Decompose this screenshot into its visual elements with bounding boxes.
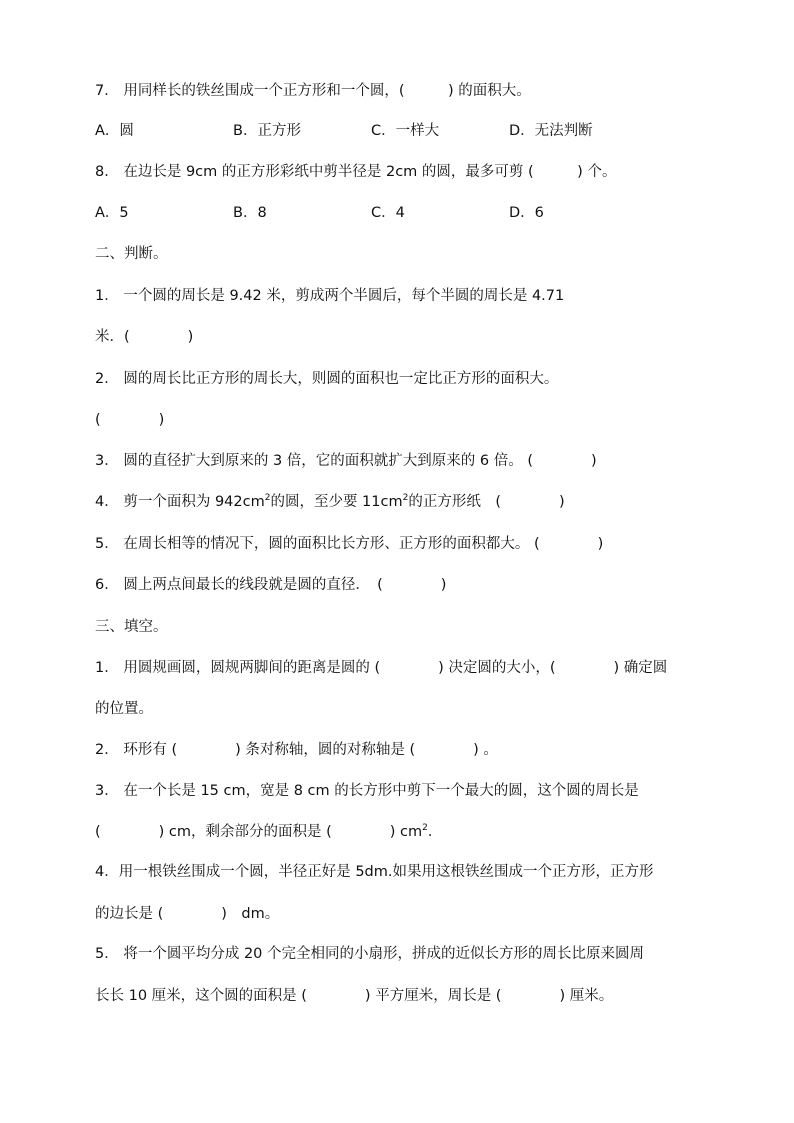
fill-question-4: 4．用一根铁丝围成一个圆，半径正好是 5dm.如果用这根铁丝围成一个正方形，正方形 (95, 864, 654, 880)
q7-option-b: B．正方形 (233, 123, 301, 139)
fill-q3-superscript: 2 (422, 823, 428, 834)
fill-question-5: 5． 将一个圆平均分成 20 个完全相同的小扇形，拼成的近似长方形的周长比原来圆周 (95, 946, 645, 962)
judge-question-5: 5． 在周长相等的情况下，圆的面积比长方形、正方形的面积都大。 ( ) (95, 536, 604, 552)
section-heading-judge: 二、判断。 (95, 246, 168, 262)
fill-question-3-cont (95, 822, 442, 842)
q8-option-a: A．5 (95, 205, 129, 221)
judge-question-4 (95, 492, 565, 512)
judge-question-2: 2． 圆的周长比正方形的周长大，则圆的面积也一定比正方形的面积大。 (95, 371, 559, 387)
judge-q4-text-3: 的正方形纸 ( ) (408, 494, 565, 510)
q8-option-d: D．6 (509, 205, 544, 221)
judge-question-6: 6． 圆上两点间最长的线段就是圆的直径． ( ) (95, 577, 447, 593)
q7-option-d: D．无法判断 (509, 123, 593, 139)
fill-question-3: 3． 在一个长是 15 cm，宽是 8 cm 的长方形中剪下一个最大的圆，这个圆的周长是 (95, 783, 639, 799)
fill-question-5-cont: 长长 10 厘米，这个圆的面积是 ( ) 平方厘米，周长是 ( ) 厘米。 (95, 988, 614, 1004)
fill-question-2: 2． 环形有 ( ) 条对称轴，圆的对称轴是 ( ) 。 (95, 742, 498, 758)
judge-question-3: 3． 圆的直径扩大到原来的 3 倍，它的面积就扩大到原来的 6 倍。 ( ) (95, 453, 597, 469)
judge-q4-text-1: 4． 剪一个面积为 942cm (95, 494, 265, 510)
fill-q3-text-1: ( ) cm，剩余部分的面积是 ( ) cm (95, 824, 423, 840)
fill-question-4-cont: 的边长是 ( ) dm。 (95, 906, 280, 922)
judge-question-1: 1． 一个圆的周长是 9.42 米，剪成两个半圆后，每个半圆的周长是 4.71 (95, 288, 565, 304)
question-7: 7． 用同样长的铁丝围成一个正方形和一个圆，( ) 的面积大。 (95, 83, 531, 99)
judge-question-1-cont: 米．( ) (95, 329, 194, 345)
judge-q4-superscript-1: 2 (264, 493, 271, 504)
judge-question-2-cont: ( ) (95, 412, 165, 428)
fill-q3-text-2: ． (427, 824, 443, 840)
q8-option-b: B．8 (233, 205, 267, 221)
q7-option-a: A．圆 (95, 123, 134, 139)
fill-question-1-cont: 的位置。 (95, 701, 153, 717)
question-8: 8． 在边长是 9cm 的正方形彩纸中剪半径是 2cm 的圆，最多可剪 ( ) 个。 (95, 164, 617, 180)
section-heading-fill: 三、填空。 (95, 619, 168, 635)
q7-option-c: C．一样大 (371, 123, 440, 139)
judge-q4-text-2: 的圆，至少要 11cm (270, 494, 403, 510)
q8-option-c: C．4 (371, 205, 405, 221)
fill-question-1: 1． 用圆规画圆，圆规两脚间的距离是圆的 ( ) 决定圆的大小，( ) 确定圆 (95, 660, 668, 676)
judge-q4-superscript-2: 2 (402, 493, 409, 504)
